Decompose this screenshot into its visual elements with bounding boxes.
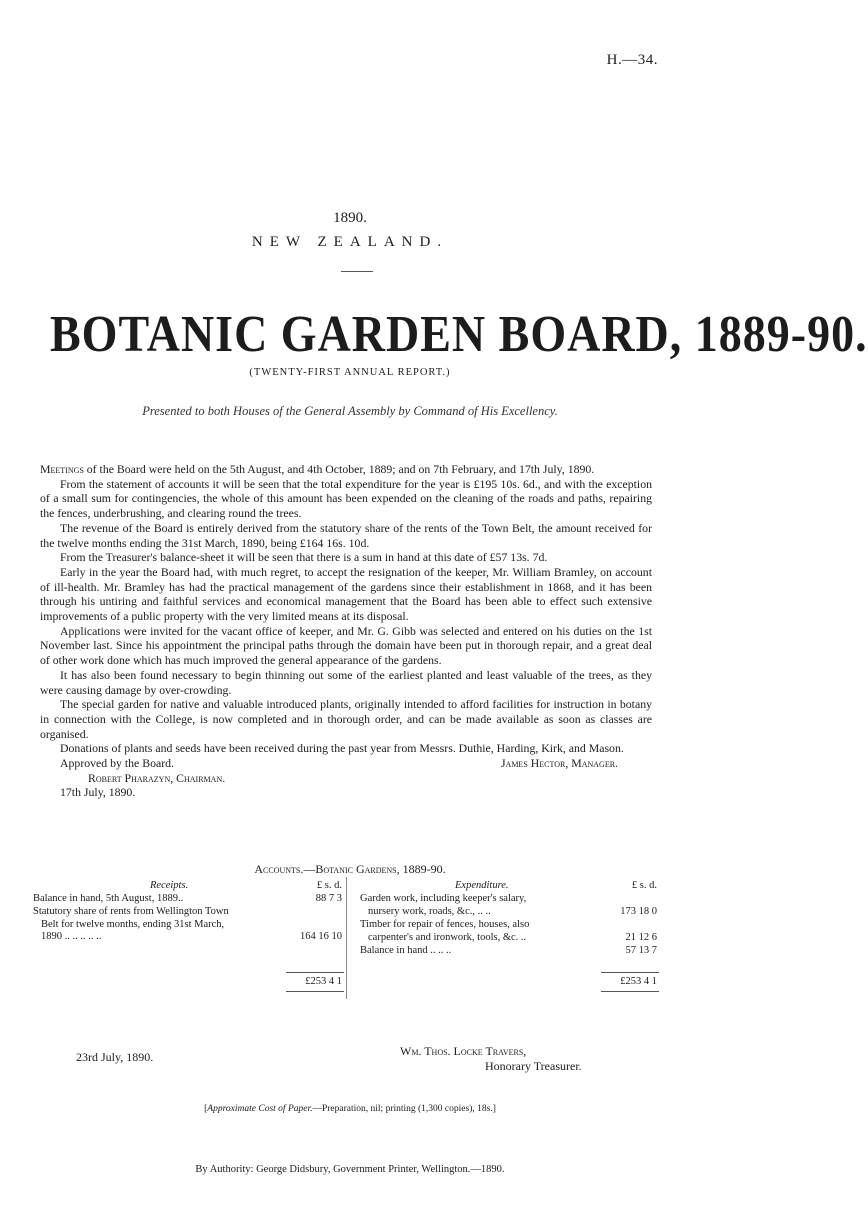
paragraph-special-garden: The special garden for native and valuable introduced plants, originally intended to afford facilities for instruction in botany in connection with the College, is now completed and in thorough order, and can be made available as soon as classes are organised. — [40, 697, 652, 741]
cost-note: [Approximate Cost of Paper.—Preparation, nil; printing (1,300 copies), 18s.] — [204, 1104, 496, 1114]
accounts-column-divider — [346, 877, 347, 999]
expense-amount-timber: 21 12 6 — [625, 932, 657, 943]
chairman-signature: Robert Pharazyn, Chairman. — [88, 770, 226, 785]
expenditure-heading: Expenditure. — [455, 880, 509, 891]
receipts-total: £253 4 1 — [305, 976, 342, 987]
expenditure-currency-header: £ s. d. — [631, 880, 657, 891]
receipt-amount-rents: 164 16 10 — [300, 931, 342, 942]
expenditure-double-rule — [601, 991, 659, 992]
paragraph-new-keeper: Applications were invited for the vacant office of keeper, and Mr. G. Gibb was selected and entered on his duties on the 1st November last. Since his appointment the principal paths through the domain have been put in thorough repair, and a great deal of other work done which has much improved the general appearance of the gardens. — [40, 623, 652, 668]
country-heading: NEW ZEALAND. — [251, 234, 449, 250]
treasurer-name: Wm. Thos. Locke Travers, — [400, 1044, 527, 1058]
treasurer-role: Honorary Treasurer. — [485, 1059, 582, 1073]
title-divider — [341, 271, 373, 272]
printer-authority: By Authority: George Didsbury, Government Printer, Wellington.—1890. — [195, 1164, 505, 1175]
receipts-total-rule — [286, 972, 344, 973]
presented-note: Presented to both Houses of the General Assembly by Command of His Excellency. — [142, 404, 558, 418]
expense-amount-garden-work: 173 18 0 — [620, 906, 657, 917]
expense-amount-balance: 57 13 7 — [625, 945, 657, 956]
paragraph-revenue: The revenue of the Board is entirely derived from the statutory share of the rents of the Town Belt, the amount received for the twelve months ending the 31st March, 1890, being £164 16s. 10d. — [40, 520, 652, 550]
receipt-row-balance: Balance in hand, 5th August, 1889.. — [33, 893, 184, 904]
receipts-double-rule — [286, 991, 344, 992]
receipts-currency-header: £ s. d. — [316, 880, 342, 891]
expenditure-total: £253 4 1 — [620, 976, 657, 987]
receipts-heading: Receipts. — [150, 880, 189, 891]
report-body — [40, 462, 652, 800]
report-reference: H.—34. — [606, 52, 658, 68]
closing-date: 23rd July, 1890. — [76, 1050, 154, 1064]
expense-row-garden-work: Garden work, including keeper's salary, nursery work, roads, &c., .. .. — [360, 893, 527, 917]
manager-signature: James Hector, Manager. — [500, 756, 618, 771]
approval-row — [40, 756, 652, 771]
paragraph-donations: Donations of plants and seeds have been received during the past year from Messrs. Duthie, Harding, Kirk, and Mason. — [60, 741, 624, 756]
page-title: BOTANIC GARDEN BOARD, 1889-90. — [50, 305, 868, 363]
expenditure-total-rule — [601, 972, 659, 973]
approved-text: Approved by the Board. — [60, 756, 175, 771]
paragraph-thinning: It has also been found necessary to begin thinning out some of the earliest planted and least valuable of the trees, as they were causing damage by over-crowding. — [40, 667, 652, 697]
signature-date: 17th July, 1890. — [60, 785, 136, 800]
paragraph-expenditure: From the statement of accounts it will be seen that the total expenditure for the year is £195 10s. 6d., and with the exception of a small sum for contingencies, the whole of this amount has been expended on the cleaning of the roads and paths, repairing the fences, underbrushing, and clearing round the trees. — [40, 476, 652, 521]
report-year: 1890. — [333, 210, 367, 226]
receipt-amount-balance: 88 7 3 — [315, 893, 342, 904]
paragraph-balance: From the Treasurer's balance-sheet it will be seen that there is a sum in hand at this date of £57 13s. 7d. — [60, 550, 548, 565]
receipt-row-rents: Statutory share of rents from Wellington Town Belt for twelve months, ending 31st March, 1890 .. .. .. .. .. — [33, 906, 229, 943]
paragraph-keeper-resignation: Early in the year the Board had, with much regret, to accept the resignation of the keeper, Mr. William Bramley, on account of ill-health. Mr. Bramley has had the practical management of the gardens since their establishment in 1868, and it has been through his untiring and faithful services and economical management that the Board has been able to effect such extensive improvements of a public property with the very limited means at its disposal. — [40, 564, 652, 624]
expense-row-balance: Balance in hand .. .. .. — [360, 945, 452, 956]
paragraph-meetings: Meetings of the Board were held on the 5th August, and 4th October, 1889; and on 7th February, and 17th July, 1890. — [40, 462, 595, 476]
expense-row-timber: Timber for repair of fences, houses, also carpenter's and ironwork, tools, &c. .. — [360, 919, 530, 943]
accounts-title: Accounts.—Botanic Gardens, 1889-90. — [254, 862, 446, 876]
treasurer-signature — [400, 1044, 582, 1074]
page-subtitle: (TWENTY-FIRST ANNUAL REPORT.) — [249, 367, 451, 378]
